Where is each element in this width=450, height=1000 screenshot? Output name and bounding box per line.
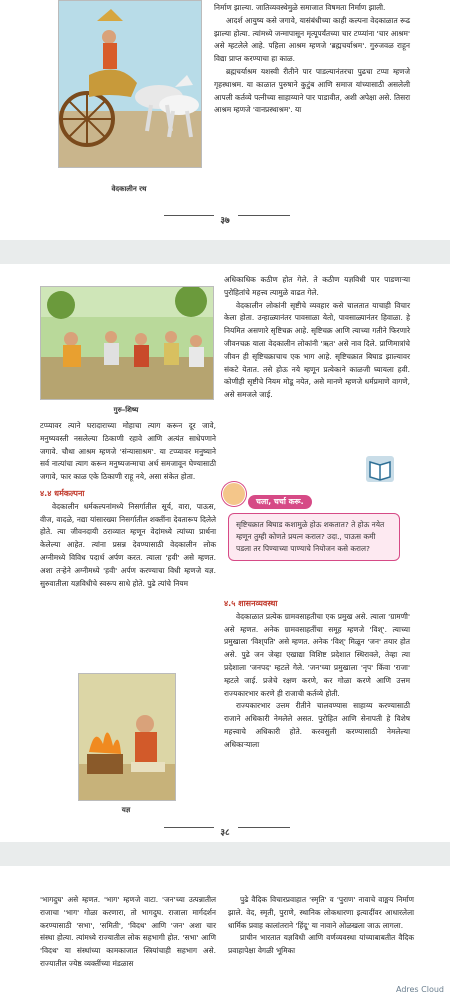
page1-body-text	[214, 2, 410, 117]
page-37	[0, 0, 450, 240]
paragraph: ब्रह्मचर्याश्रम यशस्वी रीतीने पार पाडल्यानंतरचा पुढचा टप्पा म्हणजे गृहस्थाश्रम. या काळात पुरुषाने कुटुंब आणि समाज यांच्यासाठी असलेली आपली कर्तव्ये पत्नीच्या साहाय्याने पार पाडावीत, अशी अपेक्षा असे. तिसरा आश्रम म्हणजे 'वानप्रस्थाश्रम'. या	[214, 66, 411, 115]
page-separator	[0, 240, 450, 264]
chariot-illustration	[58, 0, 202, 168]
paragraph: टप्प्यावर त्याने घरादाराच्या मोहाचा त्याग करून दूर जावे, मनुष्यवस्ती नसलेल्या ठिकाणी रहावे आणि अत्यंत साधेपणाने जगावे. चौथा आश्रम म्हणजे 'संन्यासाश्रम'. या टप्प्यावर मनुष्याने सर्व नात्यांचा त्याग करून मनुष्यजन्माचा अर्थ समजावून घेण्यासाठी जगावे, फार काळ एके ठिकाणी राहू नये, असा संकेत होता.	[40, 421, 216, 482]
page3-right-text	[228, 894, 414, 958]
paragraph: पुढे वैदिक विचारप्रवाहात 'स्मृति' व 'पुराण' नावाचे वाङ्मय निर्माण झाले. वेद, स्मृती, पुराणे, स्थानिक लोकधारणा इत्यादींवर आधारलेला धार्मिक प्रवाह कालांतराने 'हिंदू' या नावाने ओळखला जाऊ लागला.	[228, 895, 414, 930]
paragraph: 'भागदुघ' असे म्हणत. 'भाग' म्हणजे वाटा. 'जन'च्या उत्पन्नातील राजाचा 'भाग' गोळा करणारा, तो भागदुघ. राजाला मार्गदर्शन करण्यासाठी 'सभा', 'समिती', 'विदथ' आणि 'जन' अशा चार संस्था होत्या. त्यांमध्ये राज्यातील लोक सहभागी होत. 'सभा' आणि 'विदथ' या संस्थांच्या कामकाजात स्त्रियांचाही सहभाग असे. राज्यातील ज्येष्ठ व्यक्तींच्या मंडळास	[40, 895, 216, 968]
page-folio	[0, 208, 450, 227]
discussion-callout	[228, 489, 400, 561]
callout-tag: चला, चर्चा करू.	[248, 495, 312, 509]
page-folio	[0, 820, 450, 839]
guru-shishya-caption: गुरु–शिष्य	[113, 406, 139, 414]
page3-left-text	[40, 894, 216, 971]
paragraph: वेदकालीन धर्मकल्पनांमध्ये निसर्गातील सूर्य, वारा, पाऊस, वीज, वादळे, नद्या यांसारख्या निसर्गातील शक्तींना देवतारूप दिलेले होते. त्या जीवनदायी ठराव्यात म्हणून वेदांमध्ये त्यांच्या प्रार्थना केलेल्या आहेत. त्यांना प्रसन्न देवण्यासाठी वेदकालीन लोक अग्नीमध्ये विविध पदार्थ अर्पण करत. त्याला 'हवी' असे म्हणत. अशा तऱ्हेने अग्नीमध्ये 'हवी' अर्पण करण्याचा विधी म्हणजे यज्ञ. सुरुवातीला यज्ञविधीचे स्वरूप साधे होते. पुढे त्यांचे नियम	[40, 501, 216, 588]
paragraph: आदर्श आयुष्य कसे जगावे, यासंबंधीच्या काही कल्पना वेदकाळात रूढ झाल्या होत्या. त्यांमध्ये जन्मापासून मृत्यूपर्यंतच्या चार टप्प्यांना 'चार आश्रम' असे म्हटलेले आहे. पहिला आश्रम म्हणजे 'ब्रह्मचर्याश्रम'. गुरुजवळ राहून विद्या प्राप्त करण्याचा हा काळ.	[214, 15, 410, 64]
paragraph: निर्माण झाल्या. जातिव्यवस्थेमुळे समाजात विषमता निर्माण झाली.	[214, 3, 386, 12]
callout-box: सृष्टिचक्रात बिघाड कशामुळे होऊ शकतात? ते होऊ नयेत म्हणून तुम्ही कोणते प्रयत्न कराल? उदा., पाऊस कमी पडला तर पिण्याच्या पाण्याचे नियोजन कसे कराल?	[228, 513, 400, 561]
paragraph: वेदकालीन लोकांनी सृष्टीचे व्यवहार कसे चालतात याचाही विचार केला होता. उन्हाळ्यानंतर पावसाळा येतो, पावसाळ्यानंतर हिवाळा. हे नियमित असणारे सृष्टिचक्र आहे. सृष्टिचक्र आणि त्याच्या गतीने फिरणारे जीवनचक्र याला वेदकालीन लोकांनी 'ऋत' असे नाव दिले. प्राणिमात्रांचे जीवन ही सृष्टिचक्राचाच एक भाग आहे. सृष्टिचक्रात बिघाड झाल्यावर संकटे येतात. तसे होऊ नये म्हणून प्रत्येकाने काळजी घ्यायला हवी. कोणीही सृष्टीचे नियम मोडू नयेत, असे मानणे म्हणजे धर्मप्रमाणे वागणे, असे समजले जाई.	[224, 300, 410, 400]
page2-right-text	[224, 274, 410, 402]
page2-left-text	[40, 420, 216, 590]
yajna-caption: यज्ञ	[121, 806, 131, 814]
chariot-caption: वेदकालीन रथ	[111, 185, 147, 193]
paragraph: प्राचीन भारतात यज्ञविधी आणि वर्णव्यवस्था यांच्याबाबतीत वैदिक प्रवाहापेक्षा वेगळी भूमिका	[228, 933, 414, 956]
section-heading: ४.४ धर्मकल्पना	[40, 488, 85, 498]
page2-section2	[224, 598, 410, 752]
section-heading: ४.५ शासनव्यवस्था	[224, 599, 278, 608]
yajna-illustration	[78, 673, 176, 801]
page-number: ३८	[214, 825, 235, 838]
book-icon	[366, 456, 394, 482]
page-number: ३७	[214, 213, 235, 226]
paragraph: राज्यकारभार उत्तम रीतीने चालवण्यास साहाय्य करण्यासाठी राजाने अधिकारी नेमलेले असत. पुरोहित आणि सेनापती हे विशेष महत्त्वाचे अधिकारी होते. करवसुली करण्यासाठी नेमलेल्या अधिकाऱ्याला	[224, 701, 410, 749]
guru-shishya-illustration	[40, 286, 214, 400]
page-38	[0, 264, 450, 842]
watermark: Adres Cloud	[395, 985, 444, 994]
paragraph: अधिकाधिक कठीण होत गेले. ते कठीण यज्ञविधी पार पाडणाऱ्या पुरोहितांचे महत्त्व त्यामुळे वाढत गेले.	[224, 275, 410, 297]
page-39	[0, 866, 450, 1000]
page-separator	[0, 842, 450, 866]
paragraph: वेदकाळात प्रत्येक ग्रामवसाहतीचा एक प्रमुख असे. त्याला 'ग्रामणी' असे म्हणत. अनेक ग्रामवसाहतींचा समूह म्हणजे 'विश्'. त्याच्या प्रमुखाला 'विश्‌पति' असे म्हणत. अनेक 'विश्' मिळून 'जन' तयार होत असे. पुढे जन जेव्हा एखाद्या विशिष्ट प्रदेशात स्थिरावले, तेव्हा त्या प्रदेशाला 'जनपद' म्हटले गेले. 'जन'च्या प्रमुखाला 'नृप' किंवा 'राजा' म्हटले जाई. प्रजेचे रक्षण करणे, कर गोळा करणे आणि उत्तम राज्यकारभार करणे ही राजाची कर्तव्ये होती.	[224, 611, 410, 698]
